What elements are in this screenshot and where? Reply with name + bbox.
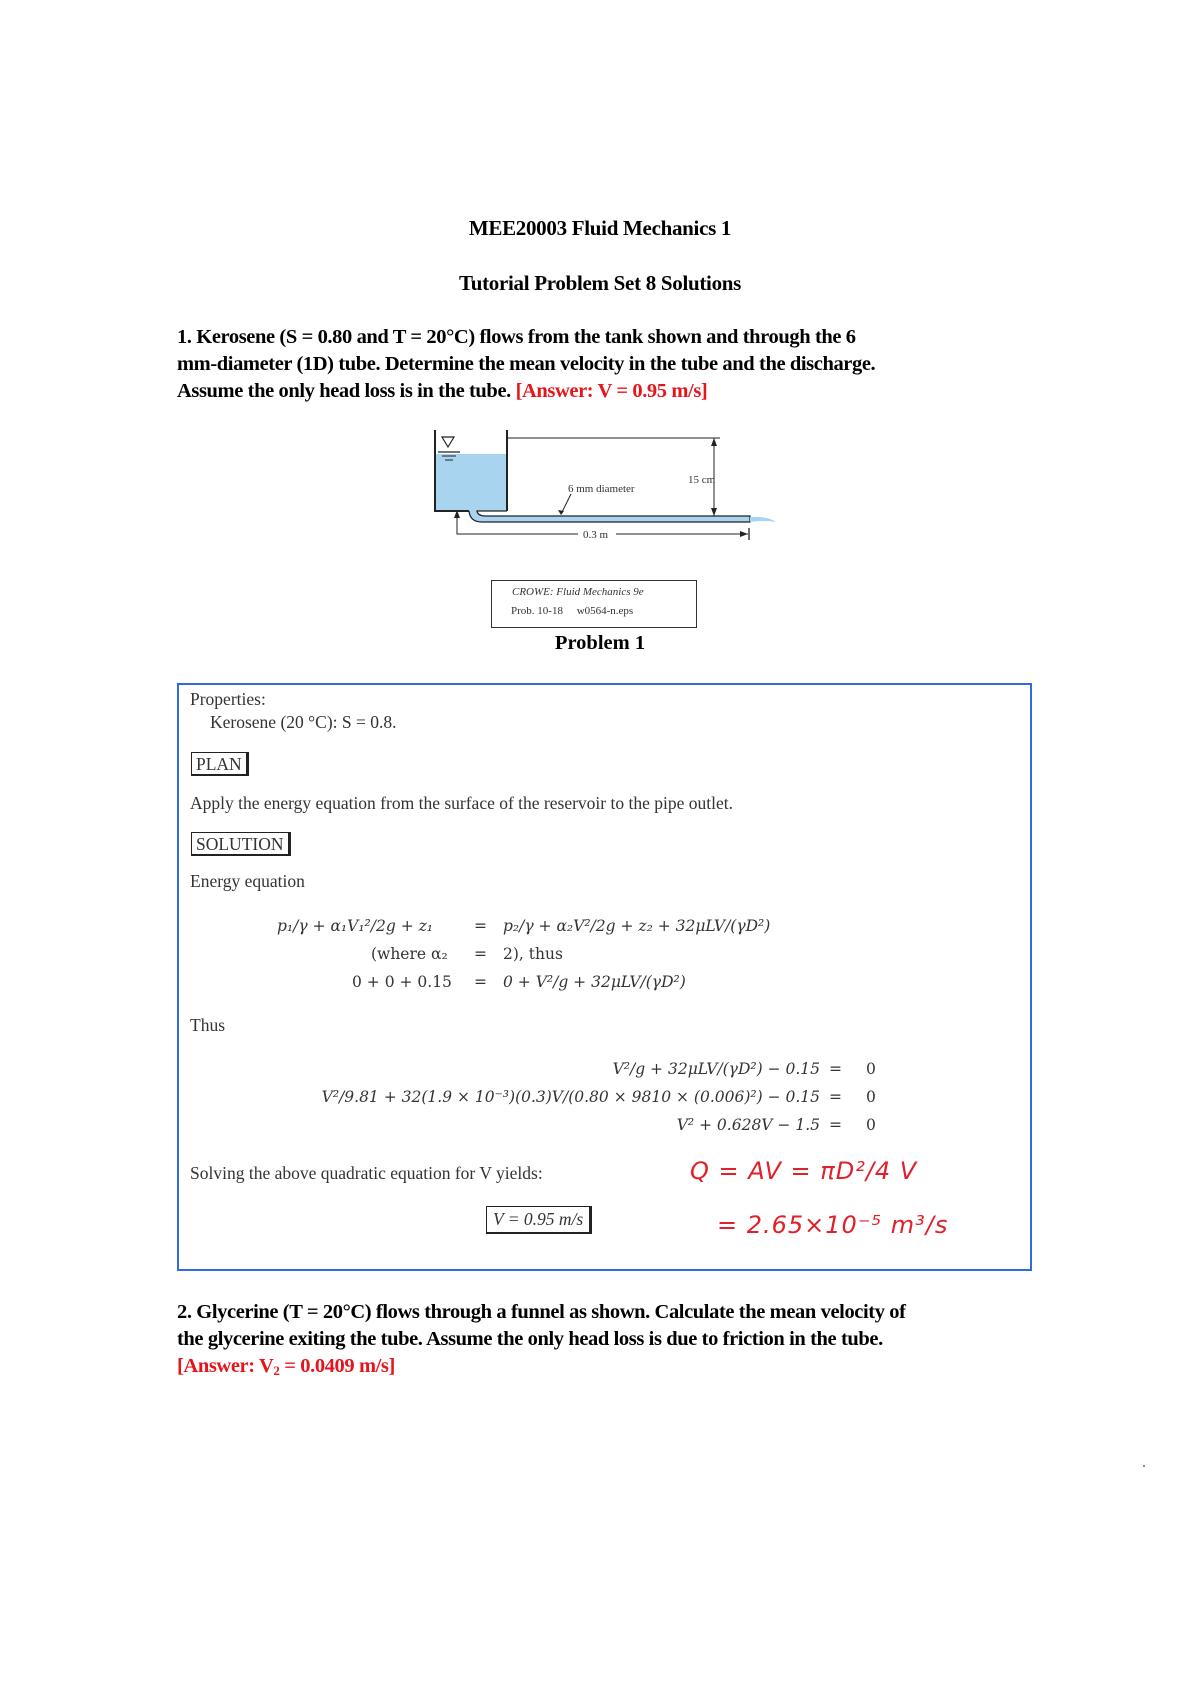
problem2-line2: the glycerine exiting the tube. Assume the only head loss is due to friction in the tube. (177, 1328, 883, 1350)
thus-text: Thus (190, 1015, 225, 1035)
eq6-equals: = (829, 1116, 842, 1134)
problem1-statement (177, 324, 1057, 405)
handwritten-discharge-formula: Q = AV = πD²/4 V (690, 1157, 918, 1185)
eq4-equals: = (829, 1060, 842, 1078)
tank-water (435, 454, 507, 511)
document-title: MEE20003 Fluid Mechanics 1 (468, 216, 732, 240)
eq3-lhs: 0 + 0 + 0.15 (352, 973, 452, 991)
problem2-line1: 2. Glycerine (T = 20°C) flows through a funnel as shown. Calculate the mean velocity of (177, 1301, 906, 1323)
problem1-line3-text: Assume the only head loss is in the tube. (177, 380, 516, 402)
problem2-answer-suffix: = 0.0409 m/s] (279, 1355, 395, 1377)
properties-heading: Properties: (190, 689, 266, 709)
problem2-answer-prefix: [Answer: V (177, 1355, 274, 1377)
problem1-line1: 1. Kerosene (S = 0.80 and T = 20°C) flows from the tank shown and through the 6 (177, 326, 856, 348)
problem1-line3 (177, 378, 1057, 405)
plan-label: PLAN (191, 752, 249, 776)
solution-label: SOLUTION (191, 832, 291, 856)
eq4-zero: 0 (866, 1060, 876, 1078)
length-label: 0.3 m (583, 529, 609, 541)
eq5-equals: = (829, 1088, 842, 1106)
eq3-rhs: 0 + V²/g + 32μLV/(γD²) (503, 973, 686, 991)
eq1-equals: = (474, 917, 487, 935)
height-label: 15 cm (688, 474, 716, 486)
tube (469, 511, 750, 522)
problem1-caption: Problem 1 (554, 632, 646, 654)
eq2-lhs: (where α₂ (371, 945, 448, 963)
solving-text: Solving the above quadratic equation for V yields: (190, 1163, 543, 1183)
problem1-line2: mm-diameter (1D) tube. Determine the mean velocity in the tube and the discharge. (177, 353, 876, 375)
problem2-answer (177, 1353, 1067, 1384)
figure-credit-box (491, 580, 697, 628)
eq2-rhs: 2), thus (503, 945, 563, 963)
problem2-statement (177, 1299, 1067, 1384)
eq5-zero: 0 (866, 1088, 876, 1106)
energy-heading: Energy equation (190, 871, 305, 891)
water-level-icon (442, 437, 454, 447)
eq4-lhs: V²/g + 32μLV/(γD²) − 0.15 (612, 1060, 820, 1078)
eq1-lhs: p₁/γ + α₁V₁²/2g + z₁ (277, 917, 433, 935)
tank-tube-diagram (430, 428, 780, 548)
document-subtitle: Tutorial Problem Set 8 Solutions (458, 271, 742, 295)
outflow-jet (750, 517, 776, 522)
eq1-rhs: p₂/γ + α₂V²/2g + z₂ + 32μLV/(γD²) (503, 917, 771, 935)
eq6-lhs: V² + 0.628V − 1.5 (676, 1116, 820, 1134)
stray-mark (1143, 1465, 1145, 1467)
problem2-answer-subscript: 2 (273, 1363, 280, 1378)
tube-diameter-label: 6 mm diameter (568, 483, 635, 495)
figure-credit-line2: Prob. 10-18 w0564-n.eps (511, 605, 634, 617)
eq5-lhs: V²/9.81 + 32(1.9 × 10⁻³)(0.3)V/(0.80 × 9810 × (0.006)²) − 0.15 (321, 1088, 820, 1106)
plan-text: Apply the energy equation from the surface of the reservoir to the pipe outlet. (190, 793, 733, 813)
properties-line: Kerosene (20 °C): S = 0.8. (210, 712, 397, 732)
figure-credit-line1: CROWE: Fluid Mechanics 9e (512, 586, 644, 598)
eq6-zero: 0 (866, 1116, 876, 1134)
eq3-equals: = (474, 973, 487, 991)
eq2-equals: = (474, 945, 487, 963)
result-box: V = 0.95 m/s (486, 1206, 592, 1234)
problem1-answer: [Answer: V = 0.95 m/s] (515, 380, 708, 402)
handwritten-discharge-value: = 2.65×10⁻⁵ m³/s (717, 1211, 949, 1239)
